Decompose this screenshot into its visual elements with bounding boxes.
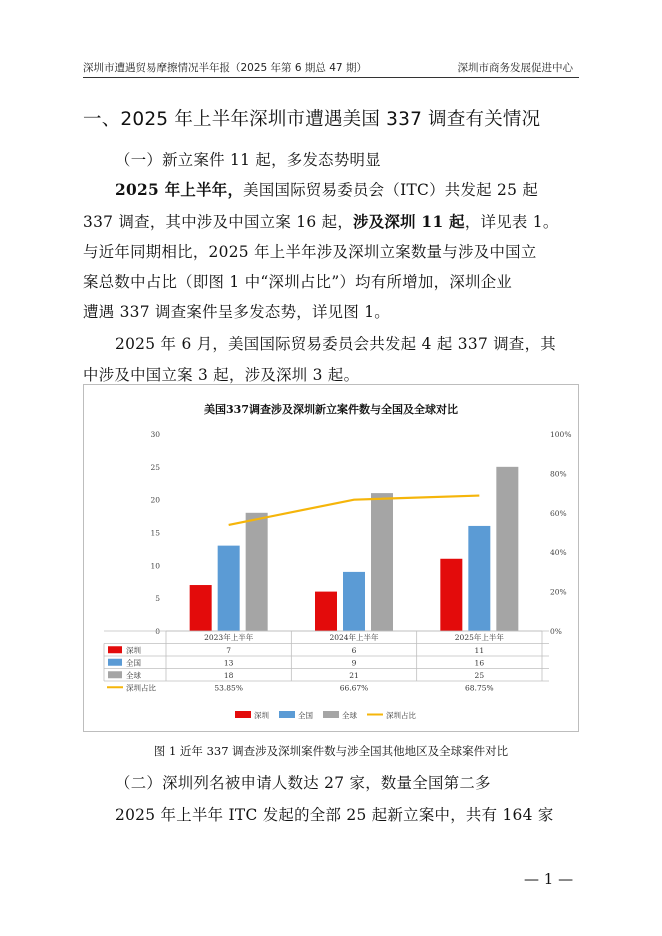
table-row-label: 深圳占比: [126, 683, 156, 693]
header-divider: [83, 77, 579, 78]
para2-line2: 中涉及中国立案 3 起，涉及深圳 3 起。: [83, 366, 360, 384]
y-axis: [150, 430, 160, 636]
running-header: [83, 60, 579, 74]
bar-全国: [343, 572, 365, 631]
y-tick-label: 10: [150, 561, 160, 571]
data-table: [104, 631, 549, 692]
para1-bold-lead: 2025 年上半年，: [115, 181, 244, 199]
table-cell-value: 53.85%: [214, 683, 243, 693]
para1-line3: 与近年同期相比，2025 年上半年涉及深圳立案数量与涉及中国立: [83, 243, 537, 261]
para1-line4: 案总数中占比（即图 1 中“深圳占比”）均有所增加，深圳企业: [83, 273, 513, 291]
table-key-深圳: [108, 646, 122, 653]
table-cell-value: 13: [223, 658, 234, 668]
table-cell-value: 21: [349, 670, 359, 680]
table-cell-value: 6: [351, 645, 357, 655]
table-row-label: 全国: [126, 658, 141, 668]
category-label: 2025年上半年: [454, 633, 504, 642]
y2-tick-label: 100%: [550, 430, 572, 439]
chart-svg: [84, 385, 578, 731]
header-right: 深圳市商务发展促进中心: [457, 62, 573, 74]
bar-全国: [218, 546, 240, 631]
y-tick-label: 25: [150, 462, 160, 472]
category-label: 2023年上半年: [204, 633, 254, 642]
chart-container: [83, 384, 579, 732]
table-key-全国: [108, 659, 122, 666]
y2-tick-label: 80%: [550, 469, 567, 479]
legend-label: 全国: [298, 711, 313, 720]
para1-bold-shenzhen: 涉及深圳 11 起: [353, 213, 465, 231]
y-tick-label: 15: [150, 528, 160, 538]
y-tick-label: 0: [155, 627, 160, 636]
para1-text3: ，详见表 1。: [464, 213, 559, 231]
table-cell-value: 9: [351, 658, 357, 668]
legend-label: 全球: [342, 711, 357, 720]
category-label: 2024年上半年: [329, 633, 379, 642]
legend-key-全国: [279, 711, 295, 718]
y2-tick-label: 40%: [550, 548, 567, 558]
bar-全球: [496, 467, 518, 631]
bar-深圳: [315, 592, 337, 631]
bar-全国: [468, 526, 490, 631]
legend-label: 深圳: [254, 711, 269, 720]
para1-text1: 美国国际贸易委员会（ITC）共发起 25 起: [243, 181, 539, 199]
table-cell-value: 16: [474, 658, 485, 668]
bar-深圳: [440, 559, 462, 631]
subsection-1-heading: （一）新立案件 11 起，多发态势明显: [115, 151, 381, 169]
chart-title: 美国337调查涉及深圳新立案件数与全国及全球对比: [204, 403, 458, 416]
para2-line1: 2025 年 6 月，美国国际贸易委员会共发起 4 起 337 调查，其: [115, 335, 556, 353]
legend-key-深圳: [235, 711, 251, 718]
y2-tick-label: 0%: [550, 627, 562, 636]
header-left: 深圳市遭遇贸易摩擦情况半年报（2025 年第 6 期总 47 期）: [83, 62, 367, 74]
table-row-label: 全球: [126, 670, 141, 680]
chart-legend: [235, 710, 416, 720]
table-cell-value: 25: [474, 670, 485, 680]
bar-深圳: [190, 585, 212, 631]
para1-line2: [83, 210, 559, 232]
table-row-label: 深圳: [126, 645, 141, 655]
table-cell-value: 68.75%: [465, 683, 494, 693]
table-cell-value: 11: [474, 645, 485, 655]
para3-line1: 2025 年上半年 ITC 发起的全部 25 起新立案中，共有 164 家: [115, 806, 554, 824]
y2-tick-label: 60%: [550, 508, 567, 518]
y2-tick-label: 20%: [550, 587, 567, 597]
section-title: 一、2025 年上半年深圳市遭遇美国 337 调查有关情况: [83, 109, 541, 130]
table-cell-value: 18: [223, 670, 234, 680]
legend-key-全球: [323, 711, 339, 718]
table-key-全球: [108, 671, 122, 678]
table-cell-value: 66.67%: [339, 683, 369, 693]
page-number: — 1 —: [524, 870, 574, 888]
y-tick-label: 30: [150, 430, 160, 439]
y-tick-label: 5: [155, 594, 160, 604]
y-tick-label: 20: [150, 495, 160, 505]
bar-全球: [246, 513, 268, 631]
para1-text2: 337 调查，其中涉及中国立案 16 起，: [83, 213, 354, 231]
bar-group: [190, 467, 519, 631]
bar-全球: [371, 493, 393, 631]
legend-label: 深圳占比: [386, 711, 416, 720]
table-cell-value: 7: [226, 645, 232, 655]
para1-line1: [115, 178, 538, 200]
subsection-2-heading: （二）深圳列名被申请人数达 27 家，数量全国第二多: [115, 774, 491, 792]
figure-caption: 图 1 近年 337 调查涉及深圳案件数与涉全国其他地区及全球案件对比: [153, 744, 509, 758]
para1-line5: 遭遇 337 调查案件呈多发态势，详见图 1。: [83, 303, 390, 321]
y2-axis: [550, 430, 571, 636]
